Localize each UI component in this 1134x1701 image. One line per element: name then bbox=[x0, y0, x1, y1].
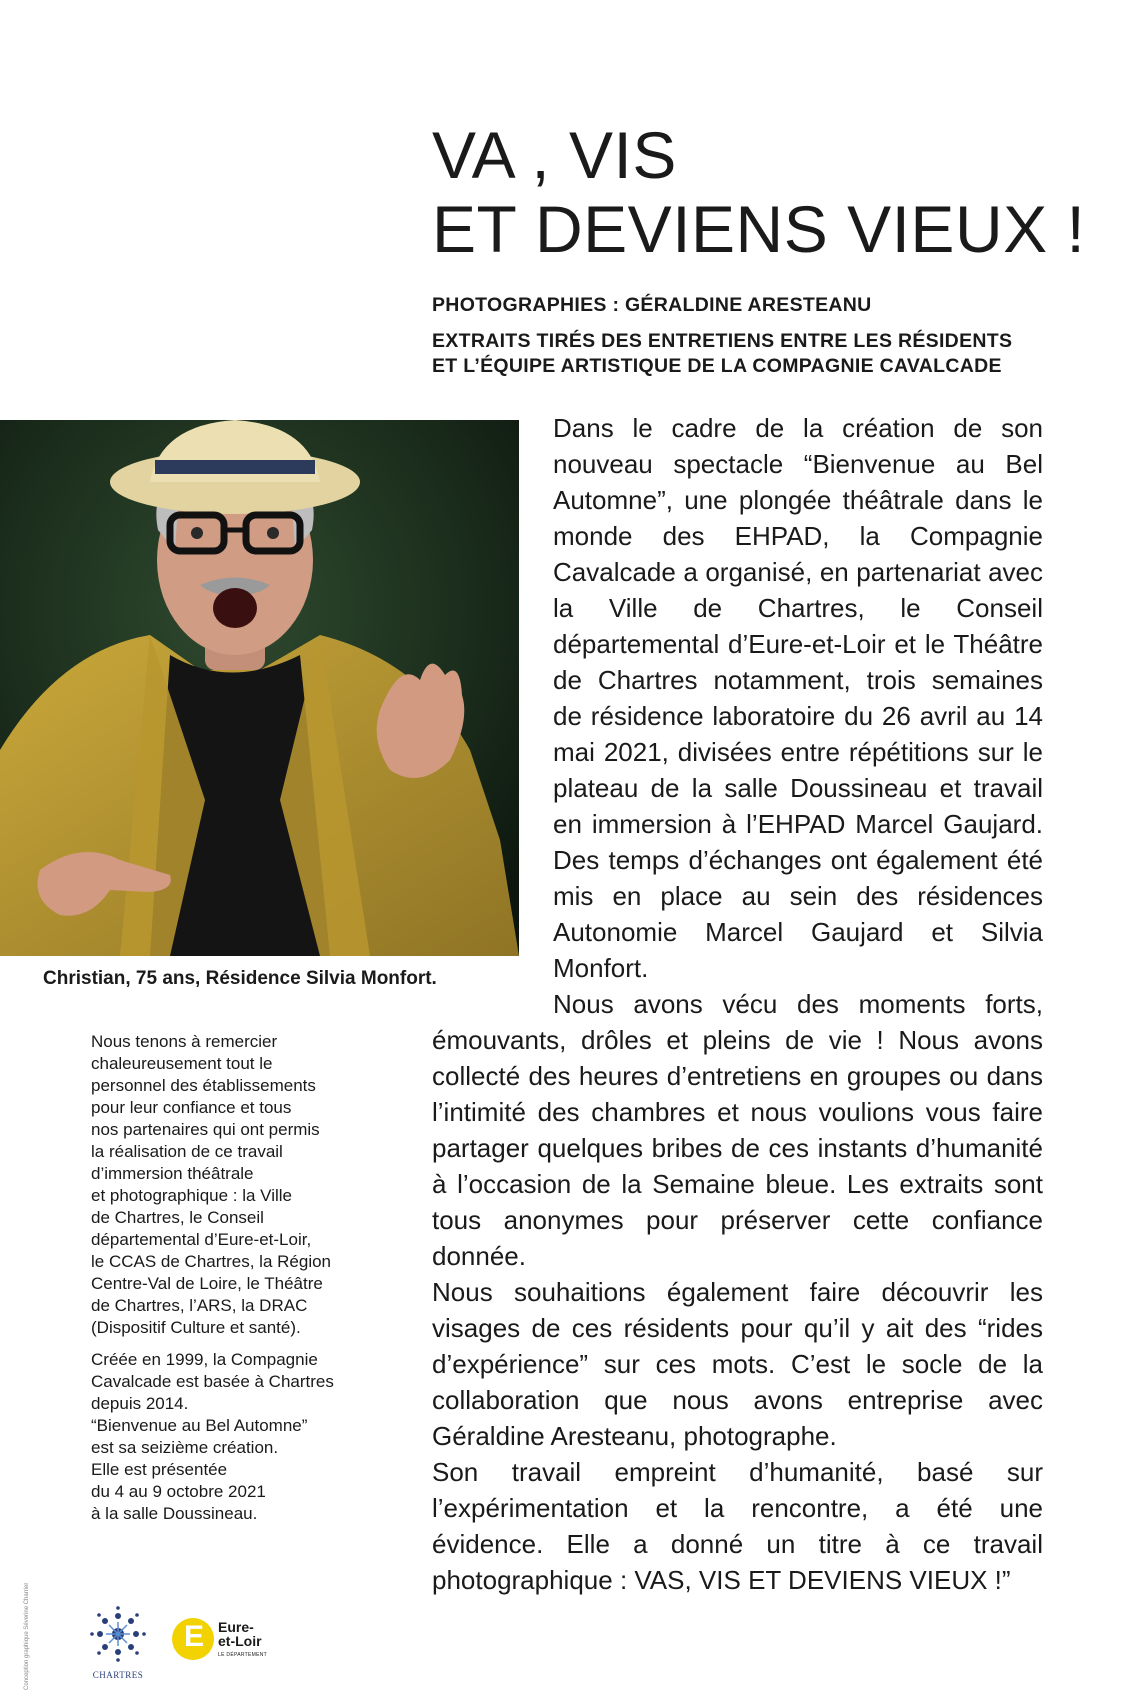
company-line: du 4 au 9 octobre 2021 bbox=[91, 1482, 266, 1501]
thanks-line: personnel des établissements bbox=[91, 1076, 316, 1095]
design-credit: Conception graphique Séverine Charrier bbox=[24, 1582, 30, 1690]
paragraph-faces: Nous souhaitions également faire découvrir les visages de ces résidents pour qu’il y ait des “rides d’expérience” sur ces mots. C’est le socle de la collaboration que nous avons entreprise avec Géraldine Aresteanu, photographe. bbox=[432, 1277, 1043, 1451]
company-line: à la salle Doussineau. bbox=[91, 1504, 258, 1523]
acknowledgements bbox=[91, 1031, 381, 1525]
company-line: “Bienvenue au Bel Automne” bbox=[91, 1416, 308, 1435]
page-title bbox=[432, 118, 1092, 266]
thanks-line: et photographique : la Ville bbox=[91, 1186, 293, 1205]
chartres-logo-icon bbox=[88, 1602, 148, 1672]
portrait-illustration bbox=[0, 420, 519, 956]
eure-et-loir-logo-subtitle: LE DÉPARTEMENT bbox=[218, 1652, 268, 1658]
extracts-subtitle-line-2: ET L’ÉQUIPE ARTISTIQUE DE LA COMPAGNIE CAVALCADE bbox=[432, 355, 1002, 377]
thanks-line: le CCAS de Chartres, la Région bbox=[91, 1252, 332, 1271]
extracts-subtitle-line-1: EXTRAITS TIRÉS DES ENTRETIENS ENTRE LES RÉSIDENTS bbox=[432, 330, 1013, 352]
photo-caption: Christian, 75 ans, Résidence Silvia Monfort. bbox=[43, 968, 437, 989]
thanks-line: départemental d’Eure-et-Loir, bbox=[91, 1230, 312, 1249]
eure-et-loir-logo-letter: E bbox=[184, 1620, 205, 1653]
eure-et-loir-logo-text bbox=[218, 1620, 262, 1648]
thanks-line: de Chartres, l’ARS, la DRAC bbox=[91, 1296, 308, 1315]
thanks-line: de Chartres, le Conseil bbox=[91, 1208, 264, 1227]
eure-logo-line-1: Eure- bbox=[218, 1619, 254, 1635]
paragraph-moments bbox=[432, 986, 1043, 1274]
intro-paragraph: Dans le cadre de la création de son nouveau spectacle “Bienvenue au Bel Automne”, une plongée théâtrale dans le monde des EHPAD, la Compagnie Cavalcade a organisé, en partenariat avec la Ville de Chartres, le Conseil départemental d’Eure-et-Loir et le Théâtre de Chartres notamment, trois semaines de résidence laboratoire du 26 avril au 14 mai 2021, divisées entre répétitions sur le plateau de la salle Doussineau et travail en immersion à l’EHPAD Marcel Gaujard. Des temps d’échanges ont également été mis en place au sein des résidences Autonomie Marcel Gaujard et Silvia Monfort. bbox=[553, 413, 1043, 983]
thanks-line: nos partenaires qui ont permis bbox=[91, 1120, 320, 1139]
title-line-1: VA , VIS bbox=[432, 118, 677, 192]
paragraph-moments-start: Nous avons vécu des moments forts, bbox=[553, 989, 1043, 1019]
paragraph-moments-rest: émouvants, drôles et pleins de vie ! Nous avons collecté des heures d’entretiens en groupes ou dans l’intimité des chambres et nous voulions vous faire partager quelques bribes de ces instants d’humanité à l’occasion de la Semaine bleue. Les extraits sont tous anonymes pour préserver cette confiance donnée. bbox=[432, 1025, 1043, 1271]
company-line: depuis 2014. bbox=[91, 1394, 189, 1413]
thanks-line: la réalisation de ce travail bbox=[91, 1142, 283, 1161]
paragraph-photographer: Son travail empreint d’humanité, basé sur l’expérimentation et la rencontre, a été une évidence. Elle a donné un titre à ce travail photographique : VAS, VIS ET DEVIENS VIEUX !” bbox=[432, 1457, 1043, 1595]
company-line: Cavalcade est basée à Chartres bbox=[91, 1372, 334, 1391]
extracts-subtitle bbox=[432, 329, 1012, 379]
thanks-line: pour leur confiance et tous bbox=[91, 1098, 292, 1117]
thanks-line: (Dispositif Culture et santé). bbox=[91, 1318, 301, 1337]
thanks-line: Centre-Val de Loire, le Théâtre bbox=[91, 1274, 323, 1293]
thanks-line: chaleureusement tout le bbox=[91, 1054, 273, 1073]
eure-logo-line-2: et-Loir bbox=[218, 1633, 262, 1649]
photographer-credit: PHOTOGRAPHIES : GÉRALDINE ARESTEANU bbox=[432, 294, 872, 316]
company-line: Elle est présentée bbox=[91, 1460, 228, 1479]
company-line: est sa seizième création. bbox=[91, 1438, 279, 1457]
company-line: Créée en 1999, la Compagnie bbox=[91, 1350, 318, 1369]
thanks-line: d’immersion théâtrale bbox=[91, 1164, 254, 1183]
thanks-line: Nous tenons à remercier bbox=[91, 1032, 278, 1051]
title-line-2: ET DEVIENS VIEUX ! bbox=[432, 192, 1086, 266]
chartres-logo-text: CHARTRES bbox=[92, 1670, 144, 1680]
portrait-photo bbox=[0, 420, 519, 956]
main-text-block bbox=[432, 986, 1043, 1598]
